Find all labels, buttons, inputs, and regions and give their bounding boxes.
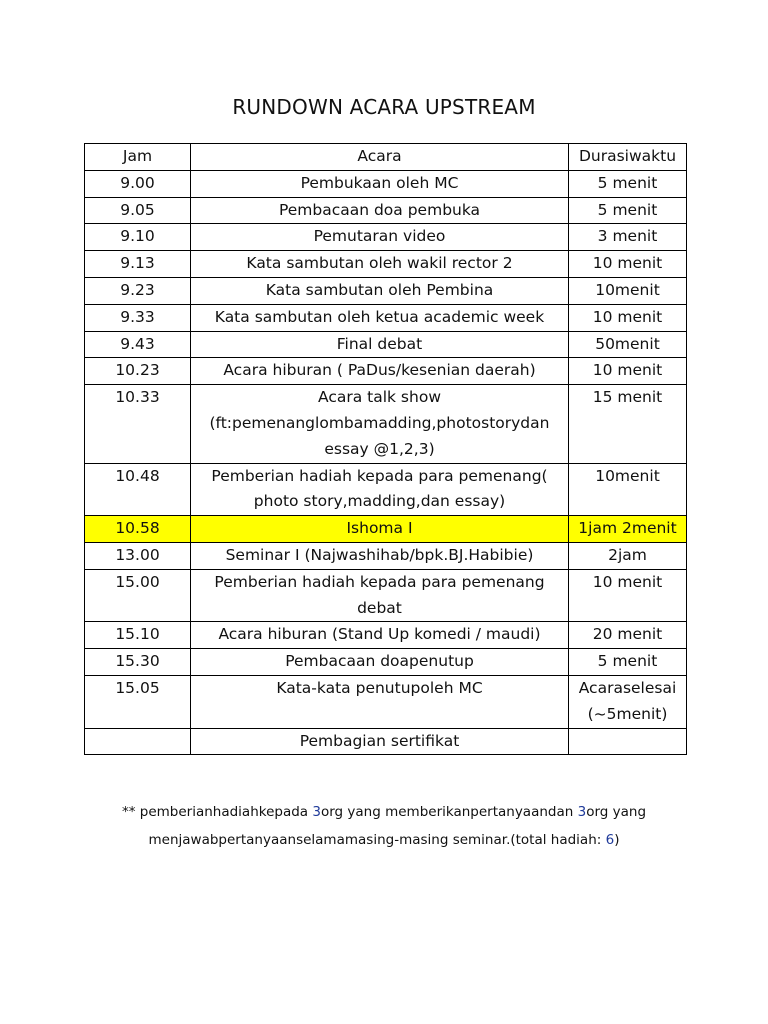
table-row <box>85 516 687 543</box>
cell-jam: 9.10 <box>85 224 191 251</box>
cell-durasi: 2jam <box>569 542 687 569</box>
footnote-line-1 <box>0 798 768 826</box>
table-row <box>85 569 687 622</box>
footnote-number: 3 <box>577 804 587 820</box>
table-row <box>85 728 687 755</box>
cell-durasi: 10menit <box>569 463 687 516</box>
cell-jam: 10.58 <box>85 516 191 543</box>
cell-durasi: Acaraselesai (~5menit) <box>569 675 687 728</box>
cell-acara: Pembagian sertifikat <box>191 728 569 755</box>
table-row <box>85 542 687 569</box>
cell-acara: Kata sambutan oleh Pembina <box>191 277 569 304</box>
cell-acara: Acara hiburan (Stand Up komedi / maudi) <box>191 622 569 649</box>
cell-jam: 9.13 <box>85 251 191 278</box>
footnote-text: ** pemberianhadiahkepada <box>121 804 313 820</box>
cell-durasi: 10 menit <box>569 304 687 331</box>
cell-acara: Acara talk show (ft:pemenanglombamadding,photostorydan essay @1,2,3) <box>191 385 569 463</box>
footnote-text: org yang memberikanpertanyaandan <box>320 804 578 820</box>
cell-jam: 9.05 <box>85 197 191 224</box>
cell-jam: 15.00 <box>85 569 191 622</box>
cell-durasi: 10 menit <box>569 358 687 385</box>
table-row <box>85 675 687 728</box>
table-row <box>85 331 687 358</box>
cell-acara: Kata sambutan oleh wakil rector 2 <box>191 251 569 278</box>
table-row <box>85 251 687 278</box>
table-row <box>85 224 687 251</box>
header-durasi: Durasiwaktu <box>569 144 687 171</box>
cell-jam: 10.23 <box>85 358 191 385</box>
cell-acara: Kata-kata penutupoleh MC <box>191 675 569 728</box>
cell-acara: Acara hiburan ( PaDus/kesenian daerah) <box>191 358 569 385</box>
cell-jam: 13.00 <box>85 542 191 569</box>
cell-acara: Pemberian hadiah kepada para pemenang debat <box>191 569 569 622</box>
cell-durasi <box>569 728 687 755</box>
table-row <box>85 170 687 197</box>
footnote-number: 3 <box>312 804 321 820</box>
footnote-text: ) <box>614 832 620 848</box>
cell-jam: 15.30 <box>85 649 191 676</box>
table-row <box>85 304 687 331</box>
rundown-table <box>84 143 687 755</box>
cell-acara: Kata sambutan oleh ketua academic week <box>191 304 569 331</box>
cell-jam: 9.43 <box>85 331 191 358</box>
cell-durasi: 5 menit <box>569 197 687 224</box>
table-row <box>85 463 687 516</box>
table-row <box>85 277 687 304</box>
cell-durasi: 10 menit <box>569 251 687 278</box>
cell-acara: Final debat <box>191 331 569 358</box>
cell-acara: Pemutaran video <box>191 224 569 251</box>
table-row <box>85 385 687 463</box>
cell-acara: Pembukaan oleh MC <box>191 170 569 197</box>
cell-acara: Pembacaan doa pembuka <box>191 197 569 224</box>
footnote-number: 6 <box>605 832 615 848</box>
cell-durasi: 50menit <box>569 331 687 358</box>
footnote <box>0 798 768 854</box>
cell-jam: 9.23 <box>85 277 191 304</box>
footnote-line-2 <box>0 826 768 854</box>
cell-durasi: 10 menit <box>569 569 687 622</box>
cell-jam: 15.10 <box>85 622 191 649</box>
table-row <box>85 358 687 385</box>
header-acara: Acara <box>191 144 569 171</box>
cell-durasi: 1jam 2menit <box>569 516 687 543</box>
cell-jam <box>85 728 191 755</box>
cell-durasi: 5 menit <box>569 649 687 676</box>
table-row <box>85 649 687 676</box>
cell-acara: Seminar I (Najwashihab/bpk.BJ.Habibie) <box>191 542 569 569</box>
cell-acara: Pemberian hadiah kepada para pemenang( photo story,madding,dan essay) <box>191 463 569 516</box>
cell-jam: 10.48 <box>85 463 191 516</box>
header-jam: Jam <box>85 144 191 171</box>
cell-durasi: 10menit <box>569 277 687 304</box>
cell-jam: 9.33 <box>85 304 191 331</box>
table-row <box>85 197 687 224</box>
table-header-row <box>85 144 687 171</box>
footnote-text: menjawabpertanyaanselamamasing-masing seminar.(total hadiah: <box>148 832 606 848</box>
cell-durasi: 3 menit <box>569 224 687 251</box>
cell-durasi: 15 menit <box>569 385 687 463</box>
page-title: RUNDOWN ACARA UPSTREAM <box>232 95 536 119</box>
cell-jam: 10.33 <box>85 385 191 463</box>
cell-durasi: 20 menit <box>569 622 687 649</box>
cell-acara: Ishoma I <box>191 516 569 543</box>
cell-jam: 9.00 <box>85 170 191 197</box>
cell-durasi: 5 menit <box>569 170 687 197</box>
cell-jam: 15.05 <box>85 675 191 728</box>
table-row <box>85 622 687 649</box>
footnote-text: org yang <box>586 804 647 820</box>
cell-acara: Pembacaan doapenutup <box>191 649 569 676</box>
